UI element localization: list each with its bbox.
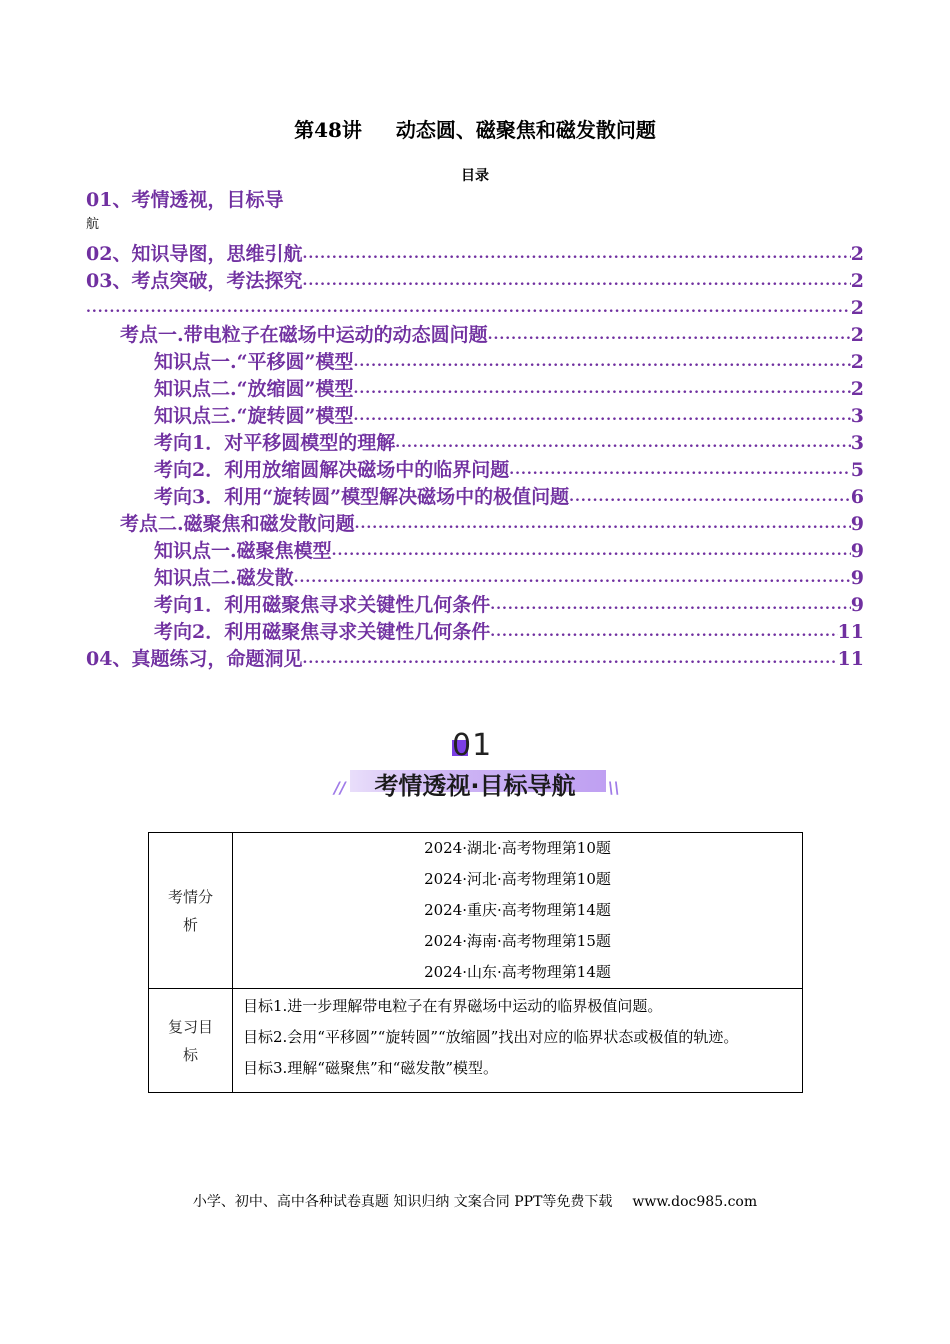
exam-analysis-header: 考情分析: [149, 833, 233, 989]
toc-item-zhishi-1[interactable]: [86, 346, 864, 373]
toc-item-01-wrap: 航: [86, 217, 100, 232]
toc-item-page: 2: [850, 243, 864, 265]
exam-item: 2024·山东·高考物理第14题: [424, 963, 611, 981]
exam-item: 2024·重庆·高考物理第14题: [424, 901, 611, 919]
toc-item-kaoxiang-2[interactable]: [86, 454, 864, 481]
toc-item-kaodian-1[interactable]: [86, 319, 864, 346]
toc-item-label: 02、知识导图，思维引航: [86, 243, 303, 265]
toc-item-page: 9: [850, 567, 864, 589]
toc-item-kaoxiang-1[interactable]: [86, 427, 864, 454]
review-goals-header: 复习目标: [149, 989, 233, 1093]
footer-text: 小学、初中、高中各种试卷真题 知识归纳 文案合同 PPT等免费下载: [192, 1194, 613, 1210]
toc-item-label: 03、考点突破，考法探究: [86, 270, 303, 292]
toc-item-kaoxiang-3[interactable]: [86, 481, 864, 508]
toc-item-label: 知识点一.磁聚焦模型: [154, 540, 332, 562]
toc-item-label: 知识点二.“放缩圆”模型: [154, 378, 354, 400]
exam-item: 2024·海南·高考物理第15题: [424, 932, 611, 950]
toc-item-01[interactable]: [86, 184, 864, 211]
banner-title: 考情透视·目标导航: [374, 772, 576, 800]
toc-item-label: 知识点一.“平移圆”模型: [154, 351, 354, 373]
exam-item: 2024·湖北·高考物理第10题: [424, 839, 611, 857]
toc-item-page: 2: [850, 378, 864, 400]
exam-list: [233, 833, 803, 989]
toc-item-label: 01、考情透视，目标导: [86, 189, 284, 211]
toc-item-04[interactable]: [86, 643, 864, 670]
page-footer: [0, 1191, 950, 1211]
toc-item-page: 9: [850, 513, 864, 535]
lecture-topic: 动态圆、磁聚焦和磁发散问题: [395, 118, 656, 142]
toc-heading: 目录: [461, 168, 489, 184]
toc-item-zhishi-4[interactable]: [86, 535, 864, 562]
toc-item-label: 考点一.带电粒子在磁场中运动的动态圆问题: [120, 324, 488, 346]
toc-item-page: 11: [837, 621, 864, 643]
lecture-number: 第48讲: [294, 118, 362, 142]
toc-item-02[interactable]: [86, 238, 864, 265]
toc-item-label: 考向2．利用放缩圆解决磁场中的临界问题: [154, 459, 510, 481]
toc-item-03[interactable]: [86, 265, 864, 292]
toc-item-label: 知识点二.磁发散: [154, 567, 294, 589]
goal-item: 目标1.进一步理解带电粒子在有界磁场中运动的临界极值问题。: [243, 997, 663, 1015]
toc-item-kaodian-2[interactable]: [86, 508, 864, 535]
toc-item-kaoxiang-4[interactable]: [86, 589, 864, 616]
toc-item-page: 9: [850, 594, 864, 616]
toc-item-label: 考点二.磁聚焦和磁发散问题: [120, 513, 355, 535]
page-title: [0, 114, 950, 143]
banner-right-mark: \\: [608, 778, 620, 797]
goal-list: [233, 989, 803, 1093]
section-banner: [0, 728, 950, 808]
goal-item: 目标2.会用“平移圆”“旋转圆”“放缩圆”找出对应的临界状态或极值的轨迹。: [243, 1028, 739, 1046]
toc-item-label: 考向1．利用磁聚焦寻求关键性几何条件: [154, 594, 491, 616]
toc-item-label: 知识点三.“旋转圆”模型: [154, 405, 354, 427]
toc-item-page: 2: [850, 297, 864, 319]
toc-item-page: 9: [850, 540, 864, 562]
toc-item-page: 11: [837, 648, 864, 670]
toc-item-label: 考向1．对平移圆模型的理解: [154, 432, 396, 454]
toc-item-page: 2: [850, 270, 864, 292]
goal-item: 目标3.理解“磁聚焦”和“磁发散”模型。: [243, 1059, 498, 1077]
toc-item-page: 3: [850, 432, 864, 454]
toc-item-zhishi-5[interactable]: [86, 562, 864, 589]
toc-item-blank[interactable]: [86, 292, 864, 319]
toc-item-kaoxiang-5[interactable]: [86, 616, 864, 643]
toc-item-page: 2: [850, 324, 864, 346]
toc-item-page: 3: [850, 405, 864, 427]
banner-number: 01: [452, 728, 493, 763]
toc-item-zhishi-2[interactable]: [86, 373, 864, 400]
banner-left-mark: //: [334, 778, 346, 797]
footer-site-link[interactable]: www.doc985.com: [632, 1194, 758, 1210]
exam-info-table: [148, 832, 803, 1093]
toc-item-label: 考向3．利用“旋转圆”模型解决磁场中的极值问题: [154, 486, 570, 508]
exam-item: 2024·河北·高考物理第10题: [424, 870, 611, 888]
toc-item-page: 2: [850, 351, 864, 373]
toc-item-zhishi-3[interactable]: [86, 400, 864, 427]
toc-item-label: 04、真题练习，命题洞见: [86, 648, 303, 670]
table-row: [149, 989, 803, 1093]
toc-item-page: 6: [850, 486, 864, 508]
toc-item-page: 5: [850, 459, 864, 481]
table-row: [149, 833, 803, 989]
toc-item-label: 考向2．利用磁聚焦寻求关键性几何条件: [154, 621, 491, 643]
